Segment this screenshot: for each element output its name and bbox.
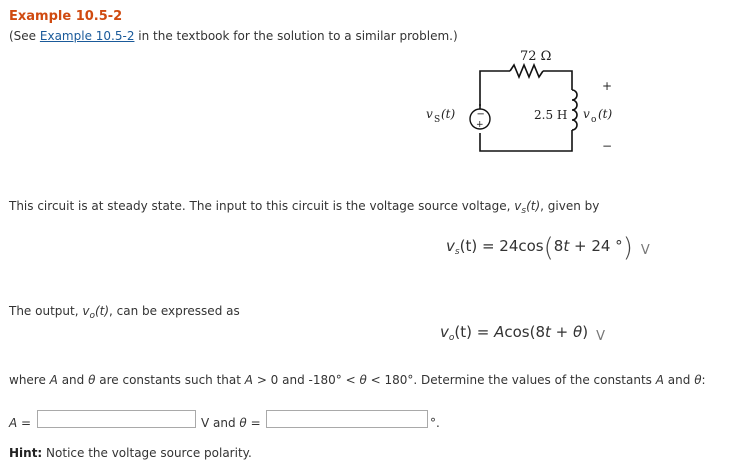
inductor-label: 2.5 H: [534, 108, 568, 122]
circuit-diagram: [418, 44, 638, 162]
answer-theta-label: V and θ =: [201, 416, 261, 430]
amplitude-input[interactable]: [37, 410, 196, 428]
output-unit: V: [596, 329, 605, 344]
output-text: The output, $v_o(t)$, can be expressed as: [9, 304, 240, 321]
output-sub: o: [591, 115, 597, 125]
output-arg: (t): [598, 107, 613, 121]
resistor-label: 72 Ω: [520, 49, 552, 64]
intro-text: This circuit is at steady state. The input to this circuit is the voltage source voltage, $v_s(t)$, given by: [9, 199, 600, 216]
source-sub: S: [434, 115, 441, 125]
output-equation: $v_o(t) = Acos(8t + \theta)$ V: [440, 323, 605, 344]
answer-A-label: A =: [9, 416, 32, 430]
see-suffix: in the textbook for the solution to a similar problem.): [134, 29, 458, 43]
source-label: v: [426, 107, 433, 121]
problem-title: Example 10.5-2: [9, 9, 123, 24]
source-unit: V: [640, 243, 650, 258]
output-plus: +: [602, 79, 613, 93]
source-equation: $v_s(t) = 24\cos(8t + 24$ °) V: [446, 233, 650, 263]
see-prefix: (See: [9, 29, 40, 43]
output-minus: −: [602, 139, 613, 153]
svg-text:−: −: [476, 109, 485, 120]
hint-text: Hint: Notice the voltage source polarity.: [9, 446, 252, 460]
degree-unit: °.: [430, 416, 440, 430]
svg-text:+: +: [476, 120, 484, 130]
constraint-text: where A and θ are constants such that A > 0 and -180° < θ < 180°. Determine the values of the constants A and θ:: [9, 373, 706, 387]
output-label: v: [583, 107, 590, 121]
phase-angle-input[interactable]: [266, 410, 428, 428]
see-example-note: [9, 29, 458, 43]
example-link[interactable]: Example 10.5-2: [39, 29, 135, 43]
source-arg: (t): [441, 107, 456, 121]
hint-label: Hint:: [9, 446, 43, 460]
